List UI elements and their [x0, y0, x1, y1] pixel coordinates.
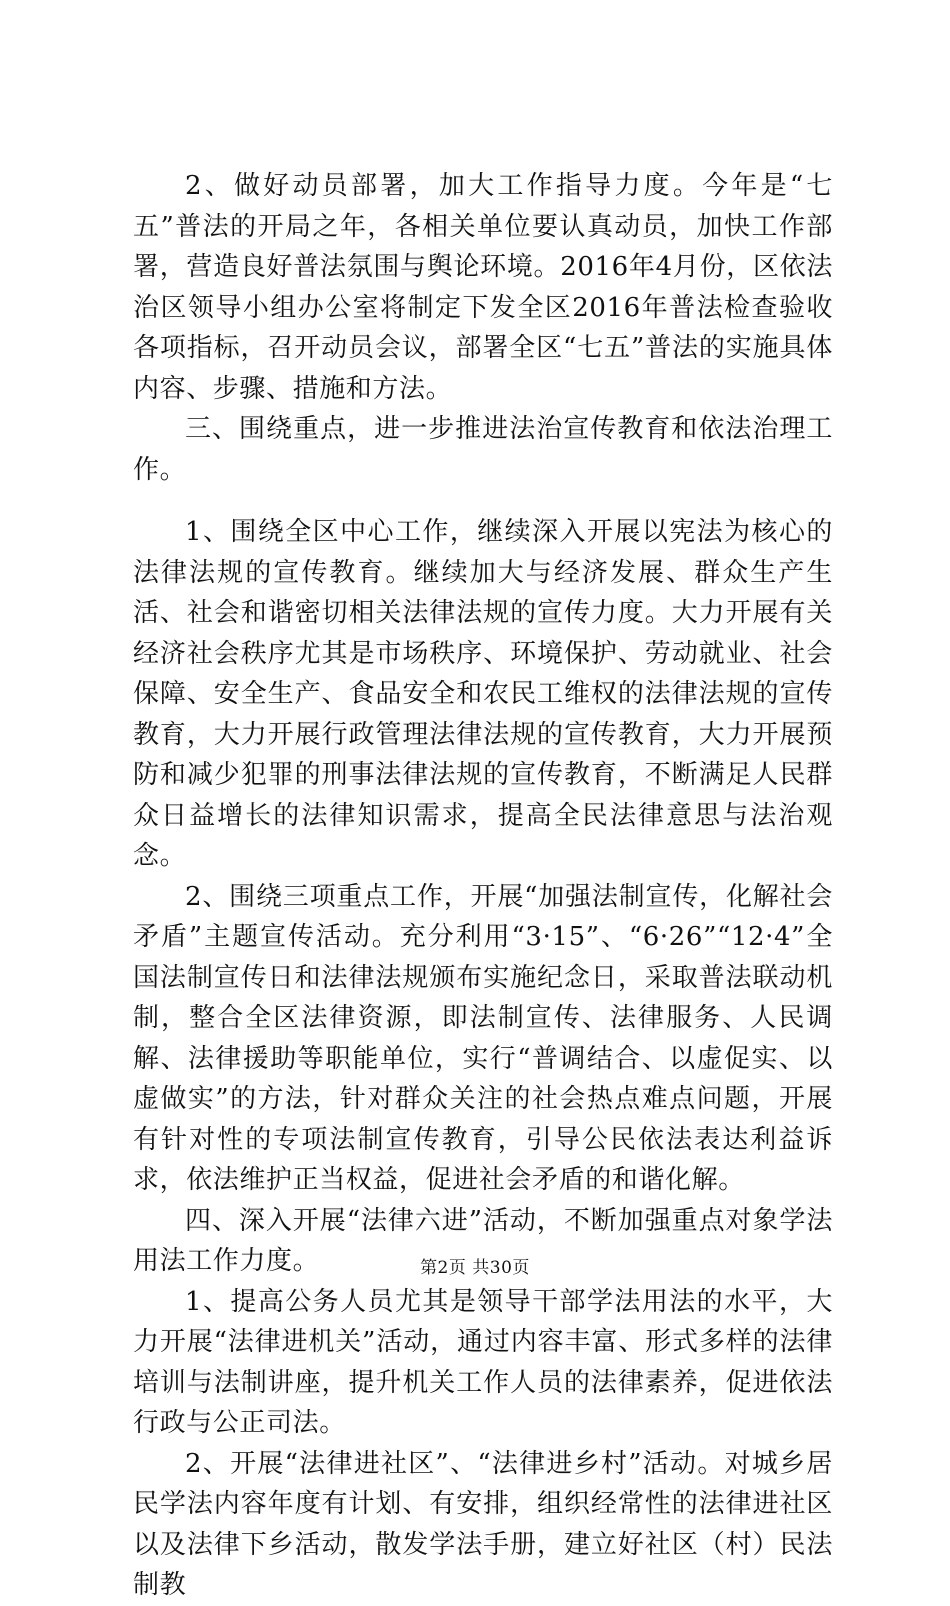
paragraph-community: 2、开展“法律进社区”、“法律进乡村”活动。对城乡居民学法内容年度有计划、有安排，组织经常性的法律进社区以及法律下乡活动，散发学法手册，建立好社区（村）民法制教: [133, 1448, 833, 1600]
document-body: [133, 166, 833, 1606]
page-number-footer: 第2页 共30页: [420, 1258, 530, 1278]
section-heading-3: 三、围绕重点，进一步推进法治宣传教育和依法治理工作。: [133, 414, 833, 485]
paragraph-mobilization: 2、做好动员部署，加大工作指导力度。今年是“七五”普法的开局之年，各相关单位要认真动员，加快工作部署，营造良好普法氛围与舆论环境。2016年4月份，区依法治区领导小组办公室将制定下发全区2016年普法检查验收各项指标，召开动员会议，部署全区“七五”普法的实施具体内容、步骤、措施和方法。: [133, 171, 833, 404]
paragraph-officials: 1、提高公务人员尤其是领导干部学法用法的水平，大力开展“法律进机关”活动，通过内容丰富、形式多样的法律培训与法制讲座，提升机关工作人员的法律素养，促进依法行政与公正司法。: [133, 1286, 833, 1438]
section-heading-4: 四、深入开展“法律六进”活动，不断加强重点对象学法用法工作力度。: [133, 1205, 833, 1276]
paragraph-legal-education: 1、围绕全区中心工作，继续深入开展以宪法为核心的法律法规的宣传教育。继续加大与经济发展、群众生产生活、社会和谐密切相关法律法规的宣传力度。大力开展有关经济社会秩序尤其是市场秩序、环境保护、劳动就业、社会保障、安全生产、食品安全和农民工维权的法律法规的宣传教育，大力开展行政管理法律法规的宣传教育，大力开展预防和减少犯罪的刑事法律法规的宣传教育，不断满足人民群众日益增长的法律知识需求，提高全民法律意思与法治观念。: [133, 517, 833, 871]
paragraph-key-work: 2、围绕三项重点工作，开展“加强法制宣传，化解社会矛盾”主题宣传活动。充分利用“3·15”、“6·26”“12·4”全国法制宣传日和法律法规颁布实施纪念日，采取普法联动机制，整合全区法律资源，即法制宣传、法律服务、人民调解、法律援助等职能单位，实行“普调结合、以虚促实、以虚做实”的方法，针对群众关注的社会热点难点问题，开展有针对性的专项法制宣传教育，引导公民依法表达利益诉求，依法维护正当权益，促进社会矛盾的和谐化解。: [133, 881, 833, 1195]
